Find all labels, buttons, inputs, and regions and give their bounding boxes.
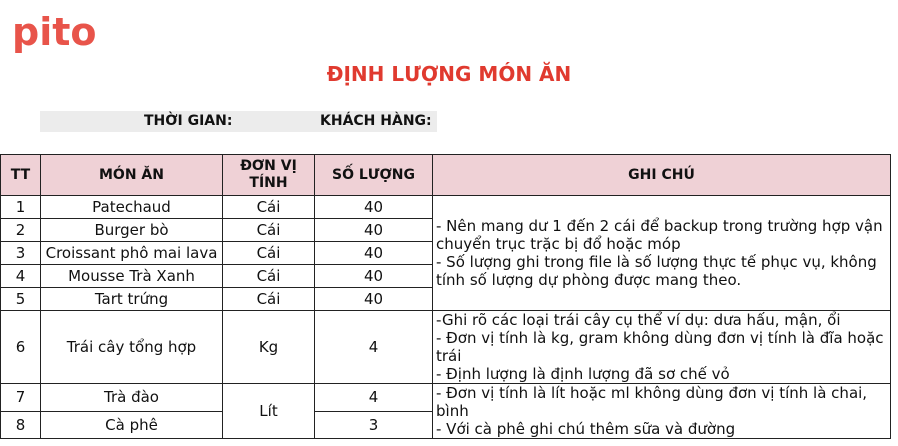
note-line: - Đơn vị tính là kg, gram không dùng đơn vị tính là đĩa hoặc trái [436, 329, 884, 365]
header-unit-line2: TÍNH [249, 175, 288, 191]
note-line: - Định lượng là định lượng đã sơ chế vỏ [436, 365, 730, 383]
row-dish: Trà đào [41, 384, 223, 412]
row-unit: Kg [223, 311, 315, 384]
row-dish: Trái cây tổng hợp [41, 311, 223, 384]
table-row [1, 311, 891, 384]
note-line: -Ghi rõ các loại trái cây cụ thể ví dụ: dưa hấu, mận, ổi [436, 311, 841, 329]
row-quantity: 40 [315, 288, 433, 311]
row-quantity: 3 [315, 411, 433, 439]
header-unit [223, 155, 315, 196]
row-quantity: 4 [315, 384, 433, 412]
row-dish: Mousse Trà Xanh [41, 265, 223, 288]
header-note: GHI CHÚ [433, 155, 891, 196]
note-line: - Đơn vị tính là lít hoặc ml không dùng đơn vị tính là chai, bình [436, 384, 868, 420]
row-tt: 3 [1, 242, 41, 265]
row-tt: 7 [1, 384, 41, 412]
header-dish: MÓN ĂN [41, 155, 223, 196]
row-tt: 5 [1, 288, 41, 311]
row-quantity: 4 [315, 311, 433, 384]
header-tt: TT [1, 155, 41, 196]
row-tt: 4 [1, 265, 41, 288]
note-line: - Với cà phê ghi chú thêm sữa và đường [436, 420, 736, 438]
row-quantity: 40 [315, 242, 433, 265]
row-tt: 2 [1, 219, 41, 242]
row-unit: Cái [223, 265, 315, 288]
header-unit-line1: ĐƠN VỊ [240, 158, 297, 174]
row-dish: Croissant phô mai lava [41, 242, 223, 265]
header-quantity: SỐ LƯỢNG [315, 155, 433, 196]
row-dish: Tart trứng [41, 288, 223, 311]
row-tt: 8 [1, 411, 41, 439]
row-tt: 6 [1, 311, 41, 384]
row-unit: Cái [223, 288, 315, 311]
note-group-2 [433, 311, 891, 384]
row-unit: Cái [223, 196, 315, 219]
row-dish: Cà phê [41, 411, 223, 439]
note-group-3 [433, 384, 891, 439]
row-dish: Patechaud [41, 196, 223, 219]
row-unit: Lít [223, 384, 315, 439]
table-row [1, 196, 891, 219]
page-title: ĐỊNH LƯỢNG MÓN ĂN [326, 62, 572, 86]
table-row [1, 384, 891, 412]
row-tt: 1 [1, 196, 41, 219]
dish-quantity-table [0, 154, 891, 439]
note-group-1 [433, 196, 891, 311]
row-quantity: 40 [315, 219, 433, 242]
note-line: - Nên mang dư 1 đến 2 cái để backup trong trường hợp vận chuyển trục trặc bị đổ hoặc móp [436, 217, 883, 253]
row-quantity: 40 [315, 196, 433, 219]
note-line: - Số lượng ghi trong file là số lượng thực tế phục vụ, không tính số lượng dự phòng được mang theo. [436, 253, 877, 289]
row-quantity: 40 [315, 265, 433, 288]
table-header-row [1, 155, 891, 196]
pito-logo: pito [12, 10, 97, 54]
customer-label: KHÁCH HÀNG: [320, 113, 432, 129]
row-unit: Cái [223, 219, 315, 242]
time-label: THỜI GIAN: [144, 113, 233, 129]
row-dish: Burger bò [41, 219, 223, 242]
row-unit: Cái [223, 242, 315, 265]
